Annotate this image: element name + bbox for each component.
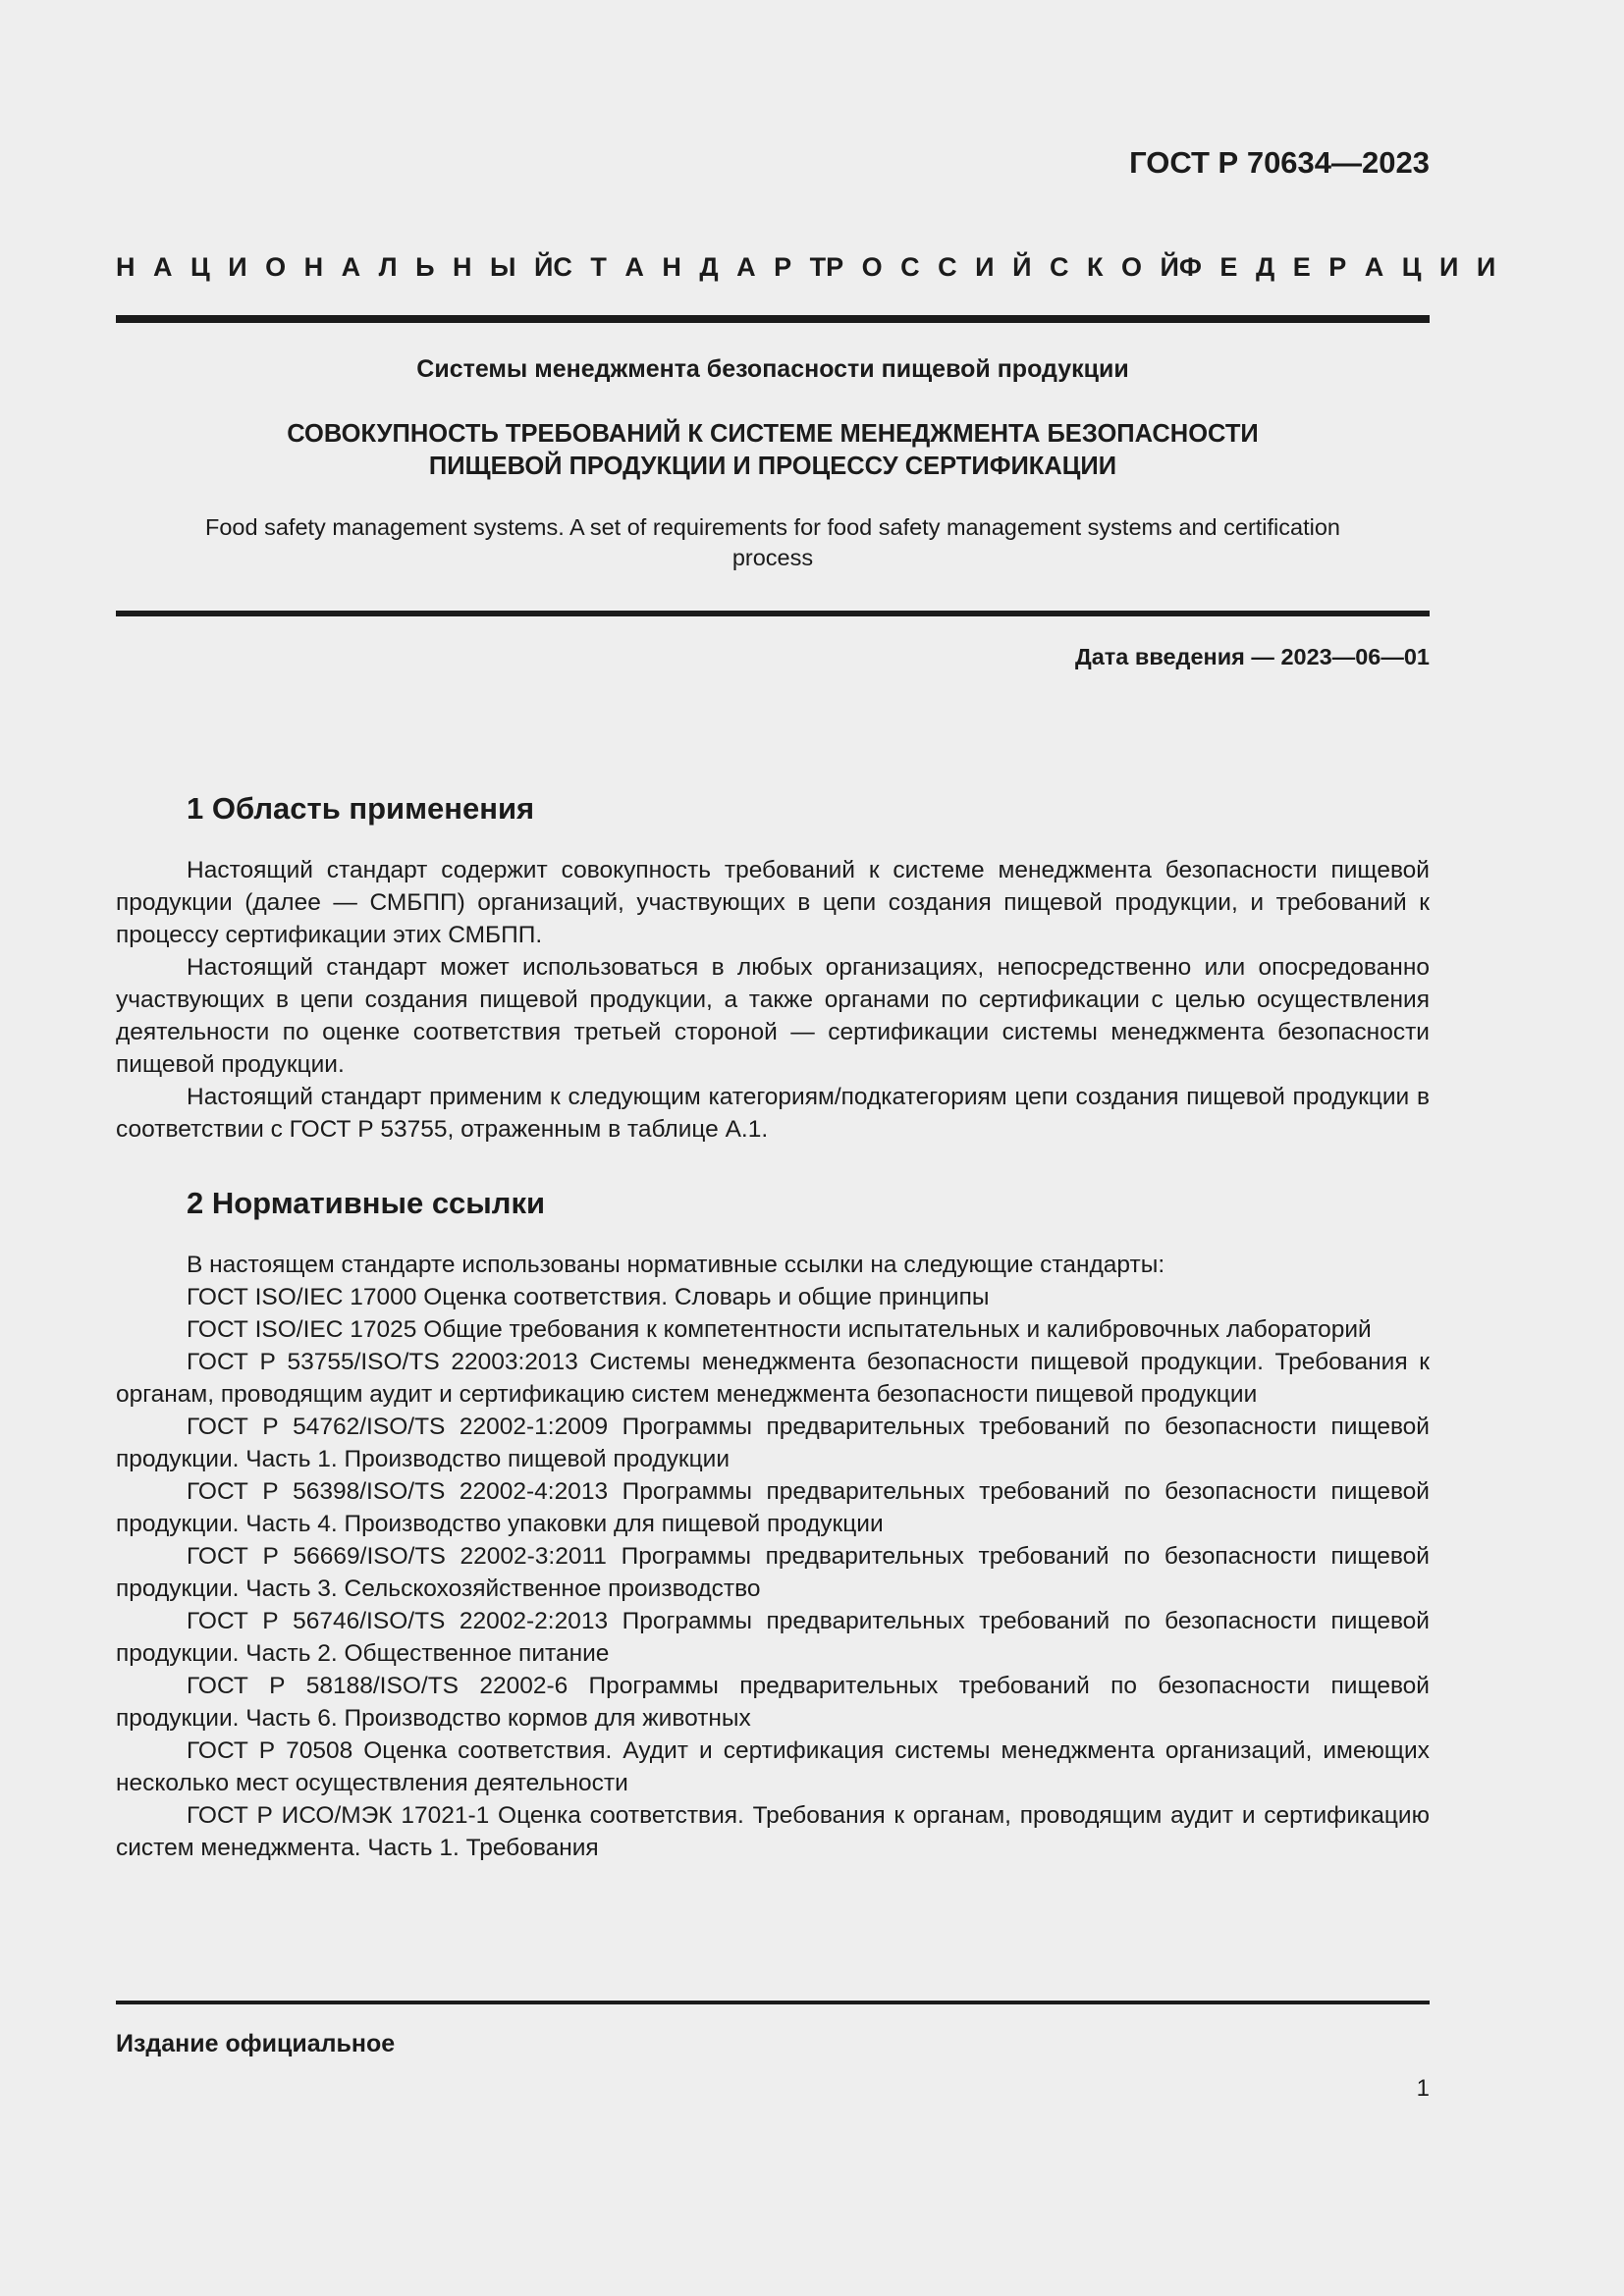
banner-letter: Ц: [190, 252, 210, 282]
banner-letter: А: [153, 252, 173, 282]
banner-letter: Н: [303, 252, 324, 282]
banner-letter: А: [736, 252, 756, 282]
banner-letter: К: [1086, 252, 1104, 282]
national-standard-banner: [116, 252, 1496, 283]
reference-item: ГОСТ Р ИСО/МЭК 17021-1 Оценка соответствия. Требования к органам, проводящим аудит и сертификацию систем менеджмента. Часть 1. Требования: [116, 1802, 1430, 1861]
paragraph: В настоящем стандарте использованы нормативные ссылки на следующие стандарты:: [187, 1252, 1165, 1278]
title-line: СОВОКУПНОСТЬ ТРЕБОВАНИЙ К СИСТЕМЕ МЕНЕДЖМЕНТА БЕЗОПАСНОСТИ: [287, 420, 1259, 448]
top-divider: [116, 315, 1430, 323]
reference-item: ГОСТ Р 56398/ISO/TS 22002-4:2013 Программы предварительных требований по безопасности пищевой продукции. Часть 4. Производство упаковки для пищевой продукции: [116, 1478, 1430, 1537]
banner-letter: С: [900, 252, 920, 282]
official-edition-label: Издание официальное: [116, 2030, 396, 2057]
standard-title: [116, 418, 1430, 483]
reference-item: ГОСТ Р 70508 Оценка соответствия. Аудит и сертификация системы менеджмента организаций, имеющих несколько мест осуществления деятельности: [116, 1737, 1430, 1796]
introduction-date: Дата введения — 2023—06—01: [1074, 644, 1430, 669]
paragraph: Настоящий стандарт содержит совокупность требований к системе менеджмента безопасности пищевой продукции (далее — СМБПП) организаций, участвующих в цепи создания пищевой продукции, и требований к процессу сертификации этих СМБПП.: [116, 857, 1430, 948]
footer-divider: [116, 2001, 1430, 2004]
banner-letter: Р: [826, 252, 844, 282]
section-heading: 1 Область применения: [187, 791, 535, 826]
banner-letter: Т: [809, 252, 827, 282]
banner-word: [1179, 252, 1495, 283]
banner-letter: А: [341, 252, 361, 282]
banner-word: [116, 252, 553, 283]
banner-letter: Л: [378, 252, 398, 282]
banner-letter: О: [861, 252, 883, 282]
reference-item: ГОСТ ISO/IEC 17000 Оценка соответствия. Словарь и общие принципы: [187, 1284, 990, 1310]
section-normative-references: [116, 1186, 1430, 1864]
title-divider: [116, 611, 1430, 616]
banner-letter: С: [553, 252, 572, 282]
banner-letter: Ы: [490, 252, 516, 282]
banner-letter: С: [938, 252, 957, 282]
document-number: ГОСТ Р 70634—2023: [1129, 145, 1430, 180]
reference-item: ГОСТ Р 54762/ISO/TS 22002-1:2009 Программы предварительных требований по безопасности пищевой продукции. Часть 1. Производство пищевой продукции: [116, 1414, 1430, 1472]
reference-item: ГОСТ ISO/IEC 17025 Общие требования к компетентности испытательных и калибровочных лабораторий: [187, 1316, 1372, 1343]
banner-letter: И: [975, 252, 995, 282]
banner-letter: Р: [1328, 252, 1347, 282]
banner-letter: Й: [1160, 252, 1179, 282]
banner-letter: Ь: [415, 252, 435, 282]
banner-letter: Н: [662, 252, 681, 282]
banner-letter: О: [1120, 252, 1142, 282]
reference-item: ГОСТ Р 53755/ISO/TS 22003:2013 Системы менеджмента безопасности пищевой продукции. Требования к органам, проводящим аудит и сертификацию систем менеджмента безопасности пищевой продукции: [116, 1349, 1430, 1408]
paragraph: Настоящий стандарт может использоваться в любых организациях, непосредственно или опосредованно участвующих в цепи создания пищевой продукции, а также органами по сертификации с целью осуществления деятельности по оценке соответствия третьей стороной — сертификации системы менеджмента безопасности пищевой продукции.: [116, 954, 1430, 1078]
banner-letter: Т: [590, 252, 607, 282]
banner-letter: Ц: [1401, 252, 1422, 282]
reference-item: ГОСТ Р 58188/ISO/TS 22002-6 Программы предварительных требований по безопасности пищевой продукции. Часть 6. Производство кормов для животных: [116, 1673, 1430, 1732]
title-line: ПИЩЕВОЙ ПРОДУКЦИИ И ПРОЦЕССУ СЕРТИФИКАЦИИ: [428, 453, 1117, 480]
banner-letter: Д: [699, 252, 719, 282]
banner-word: [826, 252, 1179, 283]
reference-item: ГОСТ Р 56746/ISO/TS 22002-2:2013 Программы предварительных требований по безопасности пищевой продукции. Часть 2. Общественное питание: [116, 1608, 1430, 1667]
section-heading: 2 Нормативные ссылки: [187, 1186, 546, 1220]
paragraph: Настоящий стандарт применим к следующим категориям/подкатегориям цепи создания пищевой продукции в соответствии с ГОСТ Р 53755, отраженным в таблице А.1.: [116, 1084, 1430, 1143]
section-scope: [116, 791, 1430, 1146]
banner-letter: И: [1476, 252, 1496, 282]
banner-letter: А: [624, 252, 644, 282]
banner-letter: О: [265, 252, 287, 282]
banner-letter: С: [1049, 252, 1069, 282]
banner-letter: А: [1364, 252, 1384, 282]
banner-letter: Е: [1219, 252, 1238, 282]
page-number: 1: [1416, 2075, 1430, 2102]
banner-letter: Р: [774, 252, 792, 282]
banner-letter: Ф: [1178, 252, 1202, 282]
banner-letter: И: [1438, 252, 1459, 282]
banner-letter: Е: [1292, 252, 1311, 282]
reference-item: ГОСТ Р 56669/ISO/TS 22002-3:2011 Программы предварительных требований по безопасности пищевой продукции. Часть 3. Сельскохозяйственное производство: [116, 1543, 1430, 1602]
banner-word: [553, 252, 826, 283]
banner-letter: Д: [1255, 252, 1275, 282]
standard-title-english: Food safety management systems. A set of requirements for food safety management systems and certification process: [205, 514, 1340, 570]
banner-letter: Н: [116, 252, 135, 282]
banner-letter: Й: [533, 252, 554, 282]
banner-letter: И: [228, 252, 247, 282]
banner-letter: Й: [1012, 252, 1032, 282]
standard-series: Системы менеджмента безопасности пищевой продукции: [416, 355, 1129, 383]
banner-letter: Н: [453, 252, 472, 282]
